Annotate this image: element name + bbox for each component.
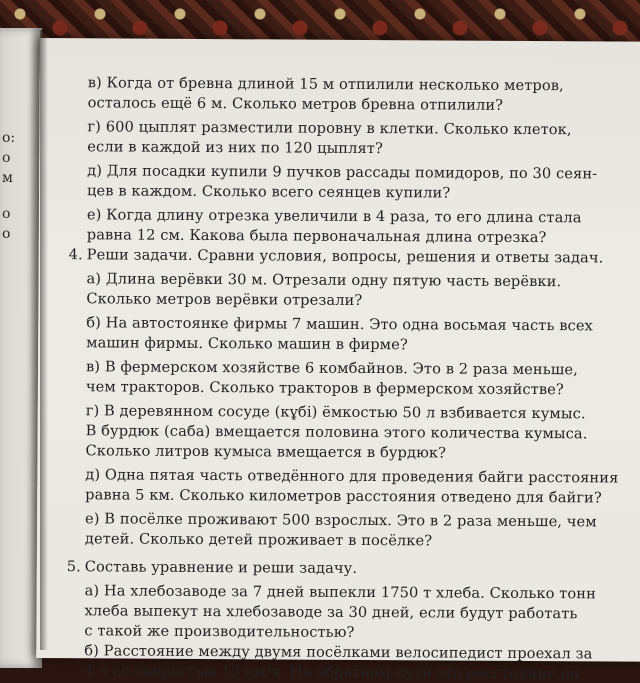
ex5-item-b-line2: 4 ч со скоростью 15 км/ч. На обратном пути это расстояние он (84, 662, 580, 683)
ex4-item-b-line1: б) На автостоянке фирмы 7 машин. Это одна восьмая часть всех (86, 314, 593, 335)
ex5-item-a-line3: с такой же производительностью? (84, 622, 355, 641)
ex4-item-g-line3: Сколько литров кумыса вмещается в бурдюк? (85, 442, 447, 462)
ex3-item-g-line1: г) 600 цыплят разместили поровну в клетки. Сколько клеток, (87, 118, 572, 139)
ex4-item-g-line2: В бурдюк (саба) вмещается половина этого количества кумыса. (85, 422, 588, 443)
ex4-item-v-line1: в) В фермерском хозяйстве 6 комбайнов. Это в 2 раза меньше, (85, 358, 579, 379)
ex5-item-a-line2: хлеба выпекут на хлебозаводе за 30 дней, если будут работать (84, 602, 578, 623)
ex4-item-e-line1: е) В посёлке проживают 500 взрослых. Это в 2 раза меньше, чем (85, 510, 597, 531)
textbook-page (36, 38, 640, 683)
left-page-fragment: о (2, 150, 11, 166)
ex3-item-e-line1: е) Когда длину отрезка увеличили в 4 раза, то его длина стала (86, 206, 582, 227)
ex4-item-d-line2: равна 5 км. Сколько километров расстояния отведено для байги? (85, 486, 602, 507)
left-page-fragment: м (2, 170, 13, 186)
book-spine-shadow (40, 30, 48, 650)
exercise-4-heading: Реши задачи. Сравни условия, вопросы, решения и ответы задач. (86, 246, 604, 267)
left-page-fragment: о: (2, 130, 16, 146)
ex5-item-a-line1: а) На хлебозаводе за 7 дней выпекли 1750 т хлеба. Сколько тонн (84, 582, 597, 603)
exercise-4-number: 4. (68, 246, 83, 264)
ex4-item-a-line2: Сколько метров верёвки отрезали? (86, 290, 363, 309)
ex3-item-d-line2: цев в каждом. Сколько всего сеянцев купили? (87, 182, 451, 202)
ex3-item-e-line2: равна 12 см. Какова была первоначальная длина отрезка? (86, 226, 547, 247)
ex3-item-g-line2: если в каждой из них по 120 цыплят? (87, 138, 383, 158)
ex3-item-v-line2: осталось ещё 6 м. Сколько метров бревна отпилили? (87, 94, 504, 114)
ex4-item-d-line1: д) Одна пятая часть отведённого для проведения байги расстояния (85, 466, 619, 487)
ex4-item-g-line1: г) В деревянном сосуде (кұбі) ёмкостью 50 л взбивается кумыс. (85, 402, 586, 423)
ex5-item-b-line1: б) Расстояние между двумя посёлками велосипедист проехал за (84, 642, 593, 663)
ex4-item-b-line2: машин фирмы. Сколько машин в фирме? (86, 334, 408, 354)
exercise-5-number: 5. (66, 558, 81, 576)
ex4-item-a-line1: а) Длина верёвки 30 м. Отрезали одну пятую часть верёвки. (86, 270, 562, 291)
ex3-item-d-line1: д) Для посадки купили 9 пучков рассады помидоров, по 30 сеян- (87, 162, 598, 183)
exercise-5-heading: Составь уравнение и реши задачу. (84, 558, 358, 577)
ex4-item-e-line2: детей. Сколько детей проживает в посёлке? (84, 530, 433, 550)
ex4-item-v-line2: чем тракторов. Сколько тракторов в фермерском хозяйстве? (85, 378, 564, 399)
left-page-fragment: о (2, 206, 11, 222)
left-page-edge (0, 28, 42, 668)
left-page-fragment: о (2, 226, 11, 242)
ex3-item-v-line1: в) Когда от бревна длиной 15 м отпилили несколько метров, (87, 74, 564, 95)
